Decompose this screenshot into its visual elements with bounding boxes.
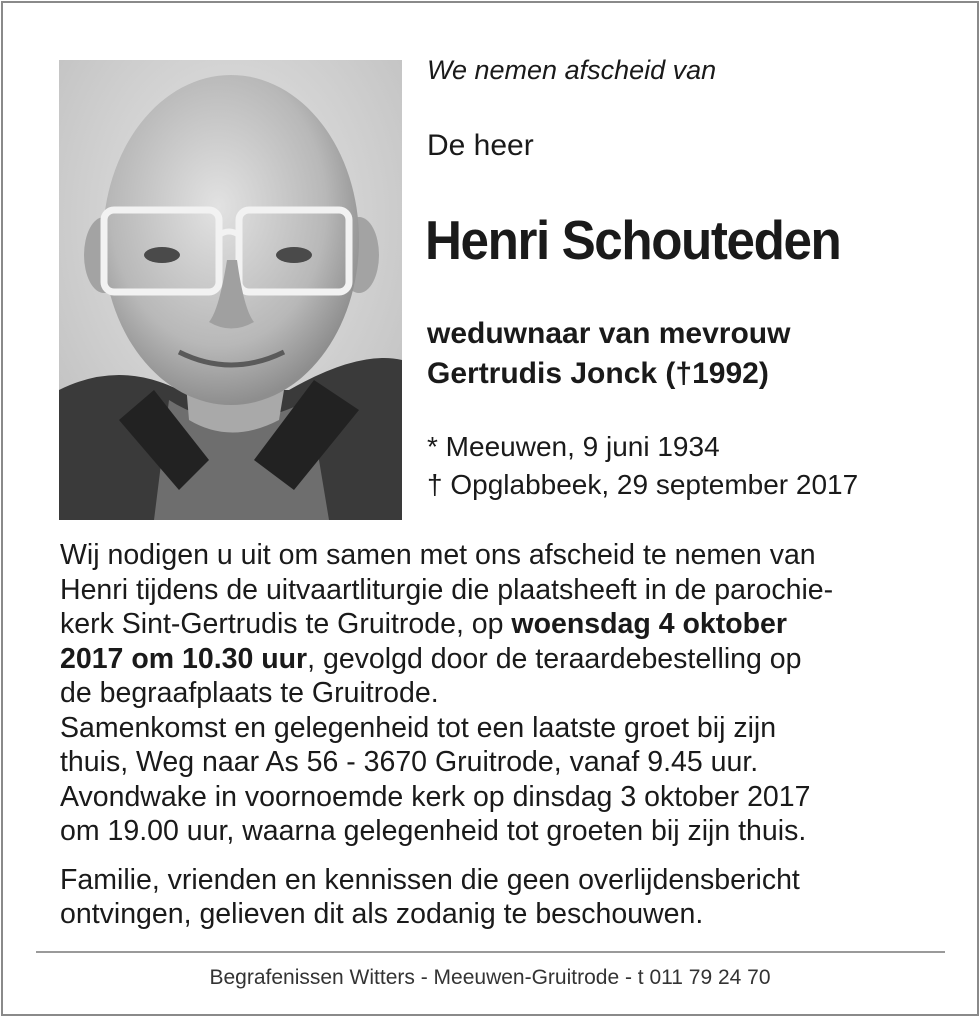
- funeral-home-footer: Begrafenissen Witters - Meeuwen-Gruitrode - t 011 79 24 70: [209, 966, 771, 989]
- body-line: thuis, Weg naar As 56 - 3670 Gruitrode, vanaf 9.45 uur.: [60, 746, 759, 778]
- body-line: Avondwake in voornoemde kerk op dinsdag 3 oktober 2017: [60, 780, 811, 813]
- body-line: om 19.00 uur, waarna gelegenheid tot groeten bij zijn thuis.: [60, 815, 807, 847]
- body-line: Wij nodigen u uit om samen met ons afscheid te nemen van: [60, 539, 816, 571]
- salutation: De heer: [427, 129, 534, 162]
- deceased-name: Henri Schouteden: [425, 209, 841, 271]
- birth-date: * Meeuwen, 9 juni 1934: [427, 431, 720, 462]
- portrait-photo: [59, 60, 402, 520]
- body-line: Samenkomst en gelegenheid tot een laatste groet bij zijn: [60, 711, 777, 744]
- spouse-line-2: Gertrudis Jonck (†1992): [427, 357, 769, 390]
- body-line: Familie, vrienden en kennissen die geen overlijdensbericht: [60, 863, 800, 896]
- service-date: woensdag 4 oktober: [511, 608, 787, 640]
- body-line: ontvingen, gelieven dit als zodanig te beschouwen.: [60, 898, 704, 930]
- body-text-span: , gevolgd door de teraardebestelling op: [307, 642, 802, 675]
- funeral-details: [60, 538, 920, 932]
- intro-text: We nemen afscheid van: [427, 55, 717, 85]
- body-line: Henri tijdens de uitvaartliturgie die plaatsheeft in de parochie-: [60, 573, 834, 606]
- body-text-span: kerk Sint-Gertrudis te Gruitrode, op: [60, 608, 512, 640]
- spouse-line-1: weduwnaar van mevrouw: [427, 317, 791, 350]
- spouse-info: [427, 314, 790, 394]
- death-date: † Opglabbeek, 29 september 2017: [427, 469, 859, 500]
- divider: [36, 951, 945, 953]
- body-line: [60, 642, 920, 677]
- service-time: 2017 om 10.30 uur: [60, 642, 308, 675]
- life-dates: [427, 428, 858, 504]
- body-line: [60, 607, 920, 642]
- body-line: de begraafplaats te Gruitrode.: [60, 677, 439, 709]
